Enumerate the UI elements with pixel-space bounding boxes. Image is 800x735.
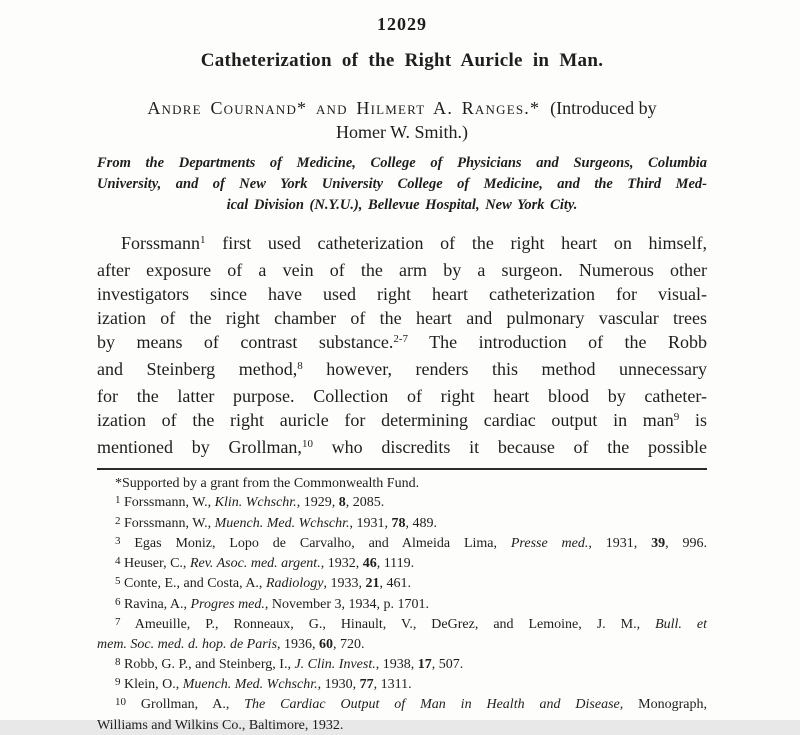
text-segment: first used catheterization of the right heart on himself, — [205, 233, 707, 253]
body-line — [97, 231, 707, 258]
text-segment: by means of contrast substance. — [97, 332, 394, 352]
text-segment: , 507. — [431, 656, 464, 672]
byline-line1 — [97, 96, 707, 120]
citation-superscript: 5 — [115, 575, 121, 588]
text-segment: Forssmann — [121, 233, 201, 253]
text-segment: Radiology — [265, 576, 324, 592]
footnote-line — [97, 493, 707, 513]
text-segment: , November 3, 1934, p. 1701. — [264, 596, 429, 612]
body-line — [97, 357, 707, 384]
text-segment: 21 — [365, 576, 380, 592]
text-segment: who discredits it because of the possible — [312, 437, 707, 457]
text-segment: and Steinberg method, — [97, 359, 298, 379]
footnote-line — [97, 716, 707, 735]
paper-title: Catheterization of the Right Auricle in Man. — [200, 50, 604, 71]
text-segment: Progres med. — [190, 596, 265, 612]
affiliation-line — [97, 195, 707, 216]
citation-superscript: 10 — [115, 696, 126, 709]
body-line — [97, 435, 707, 462]
footnote-line — [97, 655, 707, 675]
citation-superscript: 2 — [115, 514, 121, 527]
text-segment: , 720. — [333, 637, 365, 653]
text-segment: ization of the right auricle for determining cardiac output in man — [97, 410, 674, 430]
footnote-line — [97, 474, 707, 493]
text-segment: , Monograph, — [619, 697, 707, 713]
affiliation-line — [97, 174, 707, 195]
text-segment: , 489. — [405, 515, 438, 531]
text-segment: , 1930, — [317, 676, 360, 692]
text-segment: Rev. Asoc. med. argent. — [189, 556, 321, 572]
text-segment: Muench. Med. Wchschr. — [182, 676, 318, 692]
text-segment: From the Departments of Medicine, College of Physicians and Surgeons, Columbia — [97, 155, 707, 171]
footnotes-block — [97, 474, 707, 735]
text-segment: ization of the right chamber of the heart and pulmonary vascular trees — [97, 308, 707, 328]
text-segment: Forssmann, W., — [120, 515, 215, 531]
text-segment: investigators since have used right heart catheterization for visual- — [97, 284, 707, 304]
text-segment: 77 — [359, 676, 374, 692]
introduced-by-text: (Introduced by — [550, 98, 657, 118]
text-segment: The introduction of the Robb — [408, 332, 707, 352]
text-segment: 60 — [319, 637, 334, 653]
body-paragraph — [97, 231, 707, 462]
text-segment: , 996. — [665, 535, 707, 551]
text-segment: Robb, G. P., and Steinberg, I., — [120, 656, 295, 672]
text-segment: however, renders this method unnecessary — [302, 359, 708, 379]
text-segment: 39 — [651, 535, 666, 551]
text-segment: , 1933, — [323, 576, 366, 592]
body-line — [97, 408, 707, 435]
footnote-line — [97, 514, 707, 534]
citation-superscript: 1 — [200, 234, 206, 246]
text-segment: , 1936, — [277, 637, 320, 653]
text-segment: Egas Moniz, Lopo de Carvalho, and Almeida Lima, — [120, 535, 511, 551]
byline — [97, 96, 707, 144]
citation-superscript: 10 — [301, 438, 313, 450]
text-segment: *Supported by a grant from the Commonwealth Fund. — [115, 476, 420, 491]
affiliation-line — [97, 153, 707, 174]
text-segment: , 1311. — [373, 676, 412, 692]
text-segment: is — [679, 410, 707, 430]
text-segment: Ameuille, P., Ronneaux, G., Hinault, V., DeGrez, and Lemoine, J. M., — [120, 617, 656, 633]
text-segment: The Cardiac Output of Man in Health and Disease — [244, 697, 620, 713]
text-segment: 78 — [391, 515, 406, 531]
citation-superscript: 9 — [115, 675, 121, 688]
text-segment: Forssmann, W., — [120, 495, 215, 511]
citation-superscript: 7 — [115, 616, 121, 629]
footnote-line — [97, 615, 707, 635]
text-segment: Conte, E., and Costa, A., — [120, 576, 266, 592]
text-segment: after exposure of a vein of the arm by a surgeon. Numerous other — [97, 260, 707, 280]
author-names: Andre Cournand* and Hilmert A. Ranges.* — [147, 98, 541, 118]
citation-superscript: 1 — [115, 494, 121, 507]
text-segment: Klein, O., — [120, 676, 183, 692]
body-line — [97, 282, 707, 306]
text-segment: Bull. et — [655, 617, 708, 633]
citation-superscript: 3 — [115, 534, 121, 547]
text-segment: for the latter purpose. Collection of right heart blood by catheter- — [97, 386, 707, 406]
footnote-line — [97, 574, 707, 594]
text-segment: , 1929, — [296, 495, 339, 511]
citation-superscript: 8 — [297, 360, 303, 372]
text-segment: mem. Soc. med. d. hop. de Paris — [97, 637, 278, 653]
text-segment: , 1119. — [376, 556, 415, 572]
body-line — [97, 330, 707, 357]
text-segment: , 1931, — [588, 535, 652, 551]
introducer-name: Homer W. Smith.) — [335, 122, 468, 142]
body-line — [97, 384, 707, 408]
text-segment: University, and of New York University College of Medicine, and the Third Med- — [97, 176, 707, 192]
text-segment: Heuser, C., — [120, 556, 190, 572]
text-segment: Ravina, A., — [120, 596, 191, 612]
body-line — [97, 306, 707, 330]
citation-superscript: 2-7 — [393, 333, 408, 345]
citation-superscript: 4 — [115, 555, 121, 568]
footnote-line — [97, 534, 707, 554]
footnote-line — [97, 635, 707, 654]
text-segment: , 1938, — [375, 656, 418, 672]
text-segment: 8 — [338, 495, 346, 511]
citation-superscript: 9 — [673, 411, 680, 423]
text-segment: Presse med. — [510, 535, 589, 551]
footnote-line — [97, 595, 707, 615]
text-segment: 17 — [417, 656, 432, 672]
footnote-line — [97, 675, 707, 695]
text-segment: Klin. Wchschr. — [214, 495, 297, 511]
citation-superscript: 6 — [115, 595, 121, 608]
body-line — [97, 258, 707, 282]
text-segment: 46 — [362, 556, 377, 572]
text-segment: Grollman, A., — [126, 697, 245, 713]
text-segment: , 1932, — [320, 556, 363, 572]
citation-superscript: 8 — [115, 655, 121, 668]
page-number: 12029 — [377, 14, 427, 34]
footnote-rule — [97, 468, 707, 470]
text-segment: mentioned by Grollman, — [97, 437, 302, 457]
affiliation-block — [97, 153, 707, 216]
footnote-line — [97, 554, 707, 574]
text-segment: J. Clin. Invest. — [294, 656, 376, 672]
text-segment: , 461. — [379, 576, 411, 592]
text-segment: ical Division (N.Y.U.), Bellevue Hospital, New York City. — [226, 197, 578, 213]
footnote-line — [97, 695, 707, 715]
text-segment: Williams and Wilkins Co., Baltimore, 1932. — [97, 717, 344, 733]
text-segment: Muench. Med. Wchschr. — [214, 515, 350, 531]
text-segment: , 2085. — [345, 495, 385, 511]
text-segment: , 1931, — [349, 515, 392, 531]
